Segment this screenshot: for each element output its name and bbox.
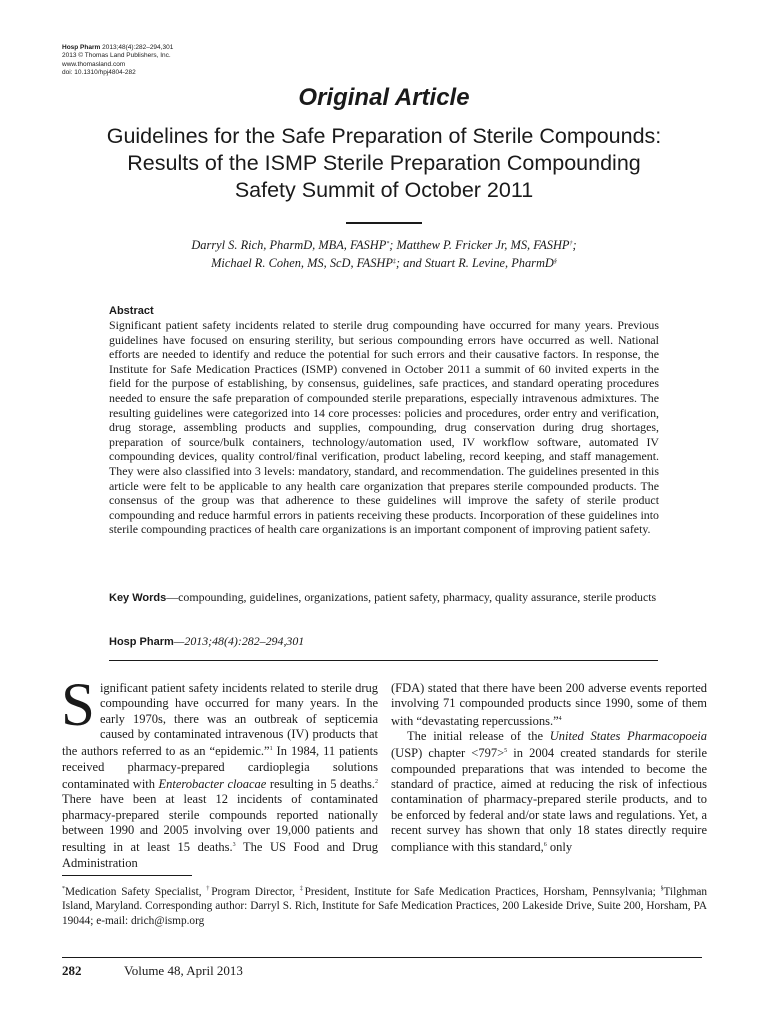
reference-mark: 1 xyxy=(269,746,273,753)
author-mark: § xyxy=(553,259,557,265)
abstract-heading: Abstract xyxy=(109,305,154,317)
footer-divider xyxy=(62,957,702,958)
body-paragraph xyxy=(391,729,707,856)
author-mark: * xyxy=(386,241,390,247)
body-divider xyxy=(109,660,658,661)
body-text: There have been at least 12 incidents of contaminated pharmacy-prepared sterile compounds reported nationally between 1990 and 2005 involving over 19,000 patients and resulting in at least 15 deaths. xyxy=(62,792,378,855)
author-list xyxy=(40,236,728,272)
footnote-mark: ‡ xyxy=(299,886,305,892)
header-citation: 2013;48(4):282–294,301 xyxy=(102,44,174,51)
title-line-3: Safety Summit of October 2011 xyxy=(234,178,534,202)
header-journal-name: Hosp Pharm xyxy=(62,44,101,51)
reference-mark: 5 xyxy=(504,748,508,755)
author-rich: Darryl S. Rich, PharmD, MBA, FASHP xyxy=(191,238,387,252)
citation-value: —2013;48(4):282–294,301 xyxy=(173,634,305,648)
author-affiliations-footnote xyxy=(62,882,707,928)
footnote-text: Medication Safety Specialist, xyxy=(65,885,207,898)
title-line-2: Results of the ISMP Sterile Preparation Compounding xyxy=(127,151,641,175)
authors-line-2 xyxy=(40,254,728,272)
keywords-label: Key Words xyxy=(109,592,167,604)
drop-cap: S xyxy=(61,672,95,739)
body-text: resulting in 5 deaths. xyxy=(266,777,376,792)
body-text: The initial release of the xyxy=(407,729,550,744)
article-title xyxy=(40,123,728,204)
reference-mark: 6 xyxy=(543,842,547,849)
keywords-text: —compounding, guidelines, organizations, patient safety, pharmacy, quality assurance, sterile products xyxy=(166,590,657,604)
body-text: in 2004 created standards for sterile compounded preparations that was intended to become the standard of practice, aimed at reducing the risk of infectious contamination of pharmacy-prepared sterile products, and to be enforced by federal and/or state laws and regulations. Yet, a recent survey has shown that only 18 states directly require compliance with this standard, xyxy=(391,746,707,855)
body-text: (USP) chapter <797> xyxy=(391,746,505,761)
footnote-text: Program Director, xyxy=(211,885,300,898)
body-text: (FDA) stated that there have been 200 adverse events reported involving 71 compounded products since 1990, some of them with “devastating repercussions.” xyxy=(391,681,707,728)
author-levine: ; and Stuart R. Levine, PharmD xyxy=(395,256,554,270)
journal-header xyxy=(62,44,173,78)
body-paragraph xyxy=(391,681,707,729)
publication-name: United States Pharmacopoeia xyxy=(549,729,707,744)
section-label: Original Article xyxy=(298,84,470,111)
footnote-divider xyxy=(62,875,192,876)
body-paragraph xyxy=(61,672,379,871)
citation-label: Hosp Pharm xyxy=(109,636,174,648)
reference-mark: 4 xyxy=(558,715,562,722)
body-text: only xyxy=(546,840,573,855)
body-text: In 1984, 11 patients received pharmacy-prepared cardioplegia solutions contaminated with xyxy=(62,744,378,792)
abstract-text: Significant patient safety incidents related to sterile drug compounding have occurred for many years. Previous guidelines have focused on ensuring sterility, but serious compounding errors have occurred as well. National efforts are needed to identify and reduce the potential for such errors and their causative factors. In response, the Institute for Safe Medication Practices (ISMP) convened in October 2011 a summit of 60 invited experts in the field for the purpose of establishing, by consensus, guidelines, safe practices, and standard operating procedures needed to ensure the safe preparation of compounded sterile preparations, especially intravenous admixtures. The resulting guidelines were categorized into 14 core processes: policies and procedures, order entry and verification, drug storage, assembling products and supplies, compounding, drug conservation during drug shortages, preparation of source/bulk containers, technology/automation used, IV workflow software, automated IV compounding devices, quality control/final verification, product labeling, record keeping, and staff management. They were also classified into 3 levels: mandatory, standard, and recommendation. The guidelines presented in this article were felt to be applicable to any health care organization that prepares sterile compounded products. The consensus of the group was that adherence to these guidelines will improve the safety of sterile product compounding and reduce harmful errors in patients receiving these products. Incorporation of these guidelines into sterile compounding practices of health care organizations is an important component of improving patient safety. xyxy=(109,318,659,537)
header-doi: doi: 10.1310/hpj4804-282 xyxy=(62,69,136,77)
body-text: ignificant patient safety incidents related to sterile drug compounding have occurred for many years. In the early 1970s, there was an outbreak of septicemia caused by contaminated intravenous (IV) products that the authors referred to as an “epidemic.” xyxy=(62,681,378,759)
header-website[interactable]: www.thomasland.com xyxy=(62,60,126,68)
reference-mark: 2 xyxy=(375,778,379,785)
footnote-mark: * xyxy=(62,886,65,892)
author-cohen: Michael R. Cohen, MS, ScD, FASHP xyxy=(211,256,393,270)
title-divider xyxy=(346,222,422,224)
authors-line-1-end: ; xyxy=(572,238,577,252)
body-column-left xyxy=(61,672,379,871)
author-mark: ‡ xyxy=(392,259,396,265)
author-mark: † xyxy=(569,241,573,247)
citation-line xyxy=(109,634,304,649)
header-copyright: 2013 © Thomas Land Publishers, Inc. xyxy=(62,52,171,60)
footnote-mark: § xyxy=(660,886,664,892)
footnote-mark: † xyxy=(206,886,212,892)
page-number: 282 xyxy=(62,963,82,978)
footnote-text: President, Institute for Safe Medication Practices, Horsham, Pennsylvania; xyxy=(304,885,661,898)
title-line-1: Guidelines for the Safe Preparation of Sterile Compounds: xyxy=(106,124,662,148)
footnote-text: Tilghman Island, Maryland. Corresponding author: Darryl S. Rich, Institute for Safe Medication Practices, 200 Lakeside Drive, Suite 200, Horsham, PA 19044; e-mail: drich@ismp.org xyxy=(62,885,708,927)
organism-name: Enterobacter cloacae xyxy=(158,777,267,792)
volume-info: Volume 48, April 2013 xyxy=(124,963,243,978)
body-column-right xyxy=(391,681,707,856)
keywords xyxy=(109,590,659,606)
author-fricker: ; Matthew P. Fricker Jr, MS, FASHP xyxy=(389,238,570,252)
authors-line-1 xyxy=(40,236,728,254)
reference-mark: 3 xyxy=(232,842,236,849)
body-text: The US Food and Drug Administration xyxy=(62,840,378,870)
